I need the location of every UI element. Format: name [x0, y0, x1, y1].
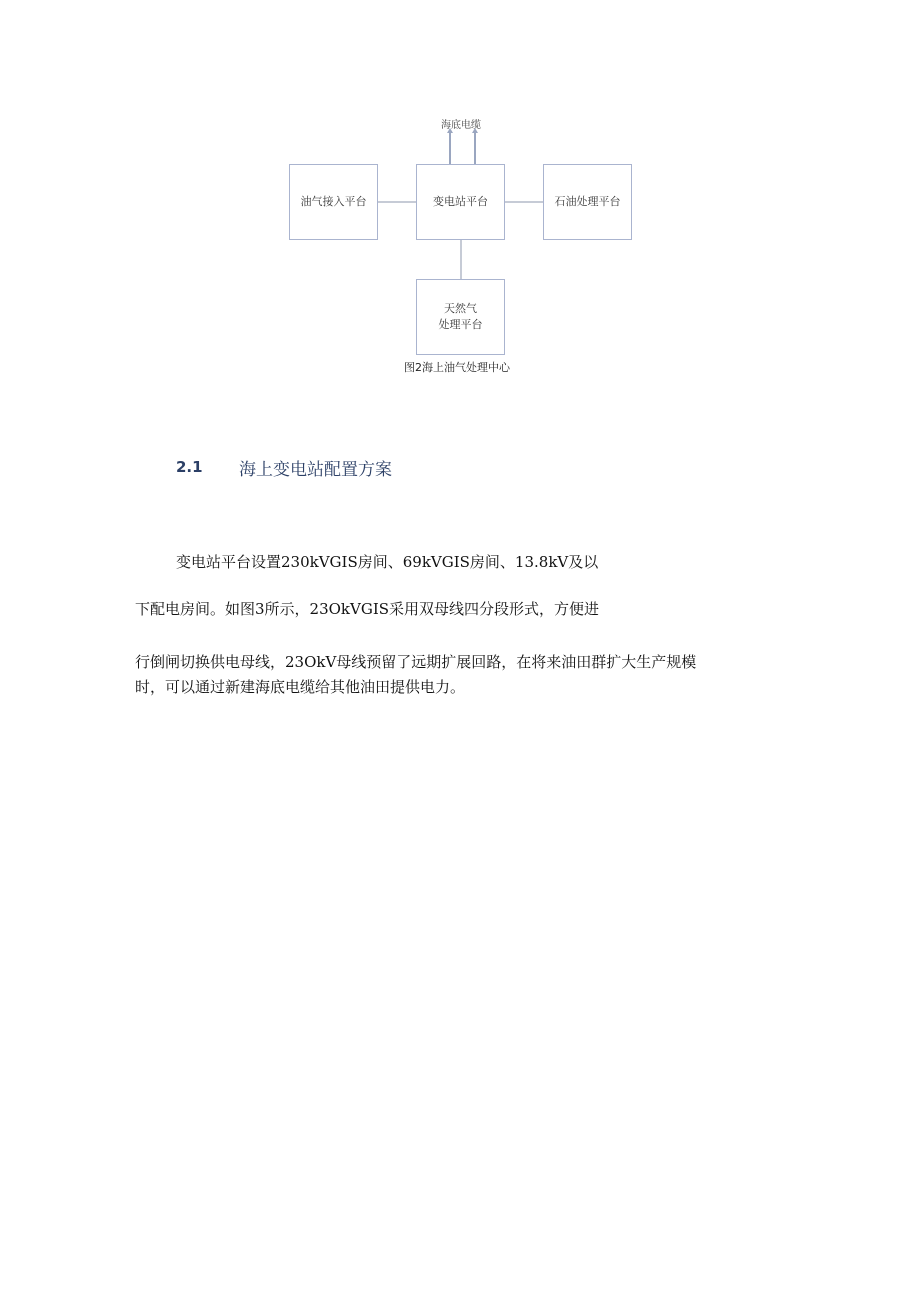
cable-arrow-right — [474, 132, 476, 165]
paragraph-line-2: 下配电房间。如图3所示，23OkVGIS采用双母线四分段形式，方便进 — [135, 600, 600, 618]
box-label: 变电站平台 — [433, 195, 488, 208]
box-label-line1: 天然气 — [444, 302, 477, 315]
figure-caption: 图2海上油气处理中心 — [404, 361, 510, 374]
substation-platform-box — [416, 164, 505, 240]
box-label: 油气接入平台 — [300, 195, 367, 208]
paragraph-line-1: 变电站平台设置230kVGIS房间、69kVGIS房间、13.8kV及以 — [176, 553, 599, 571]
gas-processing-platform-box — [416, 279, 505, 355]
section-title: 海上变电站配置方案 — [239, 460, 392, 480]
section-number: 2.1 — [176, 458, 203, 476]
subsea-cable-label: 海底电缆 — [441, 120, 481, 131]
system-diagram — [0, 0, 920, 400]
oil-gas-access-platform-box — [289, 164, 378, 240]
paragraph-line-4: 时，可以通过新建海底电缆给其他油田提供电力。 — [135, 678, 466, 696]
paragraph-line-3: 行倒闸切换供电母线，23OkV母线预留了远期扩展回路，在将来油田群扩大生产规模 — [135, 653, 697, 671]
box-label-line2: 处理平台 — [438, 318, 483, 331]
oil-processing-platform-box — [543, 164, 632, 240]
connector-right — [505, 201, 544, 203]
connector-left — [377, 201, 417, 203]
connector-bottom — [460, 239, 462, 280]
cable-arrow-left — [449, 132, 451, 165]
box-label: 石油处理平台 — [554, 195, 621, 208]
